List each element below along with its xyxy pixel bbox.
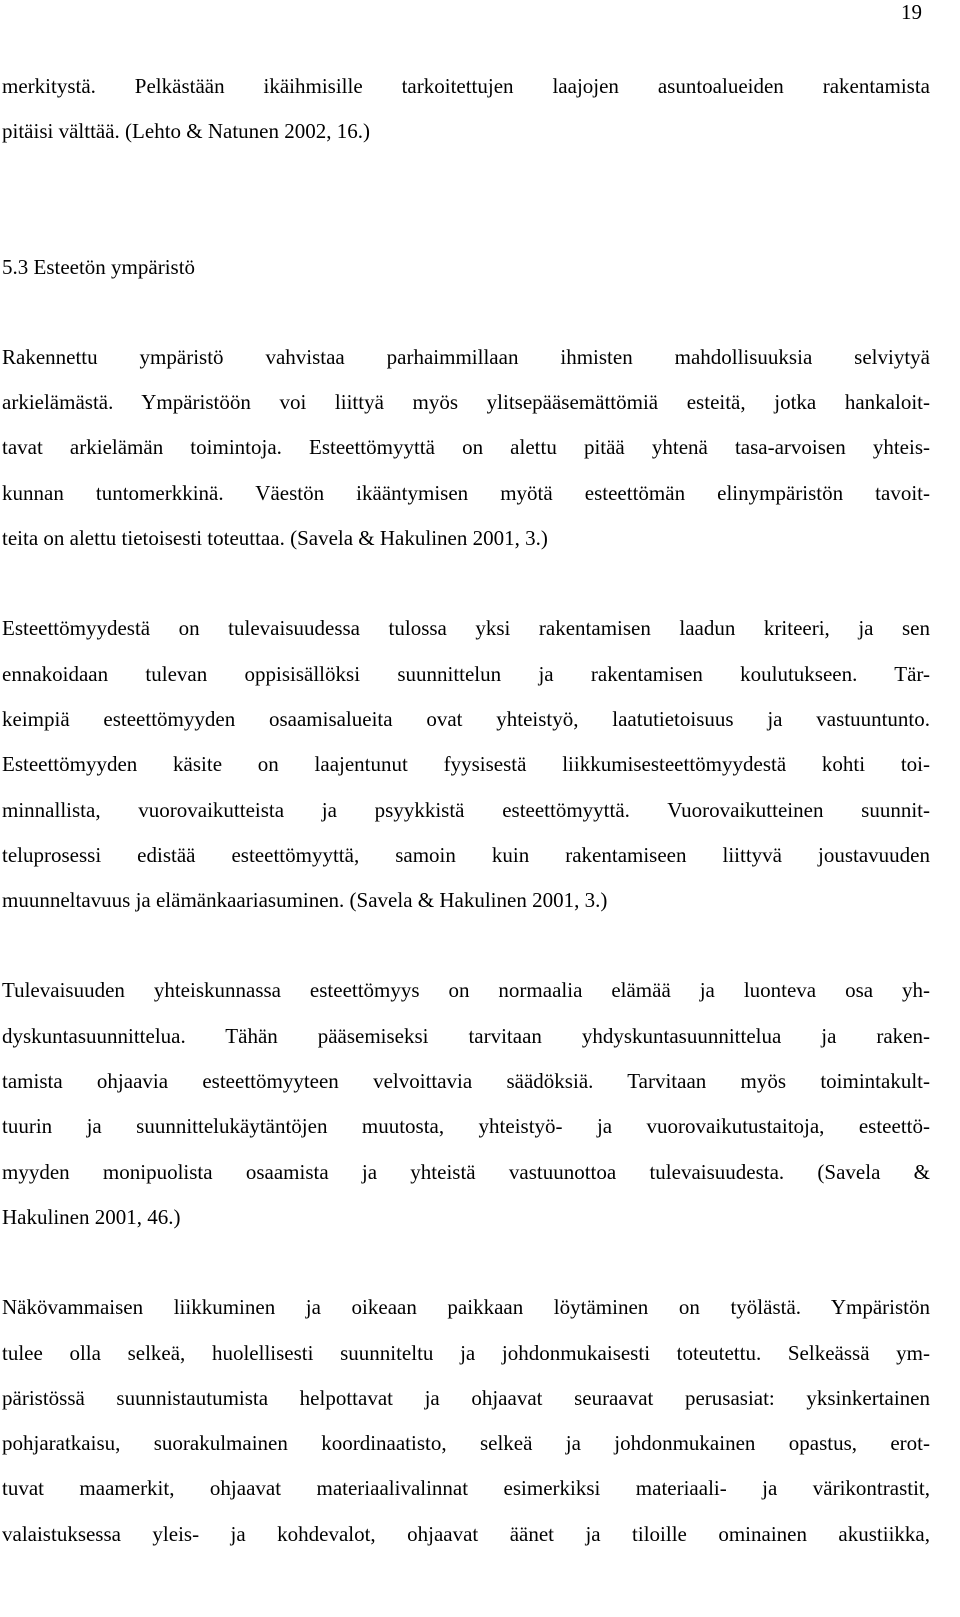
text-line: Hakulinen 2001, 46.) (2, 1204, 181, 1229)
text-line: valaistuksessa yleis- ja kohdevalot, ohjaavat äänet ja tiloille ominainen akustiikka, (2, 1521, 930, 1546)
page-number: 19 (901, 0, 922, 24)
text-line: teluprosessi edistää esteettömyyttä, samoin kuin rakentamiseen liittyvä joustavuuden (2, 842, 930, 867)
text-line: tuvat maamerkit, ohjaavat materiaalivalinnat esimerkiksi materiaali- ja värikontrastit, (2, 1476, 930, 1501)
section-heading: 5.3 Esteetön ympäristö (2, 254, 196, 279)
paragraph-1 (2, 335, 930, 561)
text-line: Tulevaisuuden yhteiskunnassa esteettömyys on normaalia elämää ja luonteva osa yh- (2, 978, 930, 1003)
text-line: arkielämästä. Ympäristöön voi liittyä myös ylitsepääsemättömiä esteitä, jotka hankaloit- (2, 390, 930, 415)
text-line: ennakoidaan tulevan oppisisällöksi suunnittelun ja rakentamisen koulutukseen. Tär- (2, 661, 930, 686)
text-line: pohjaratkaisu, suorakulmainen koordinaatisto, selkeä ja johdonmukainen opastus, erot- (2, 1431, 930, 1456)
text-line: päristössä suunnistautumista helpottavat ja ohjaavat seuraavat perusasiat: yksinkertainen (2, 1385, 930, 1410)
text-line: Näkövammaisen liikkuminen ja oikeaan paikkaan löytäminen on työlästä. Ympäristön (2, 1295, 930, 1320)
text-line: tamista ohjaavia esteettömyyteen velvoittavia säädöksiä. Tarvitaan myös toimintakult- (2, 1069, 930, 1094)
text-line: muunneltavuus ja elämänkaariasuminen. (Savela & Hakulinen 2001, 3.) (2, 888, 608, 913)
text-line: kunnan tuntomerkkinä. Väestön ikääntymisen myötä esteettömän elinympäristön tavoit- (2, 480, 930, 505)
text-line: Rakennettu ympäristö vahvistaa parhaimmillaan ihmisten mahdollisuuksia selviytyä (2, 344, 930, 369)
text-line: tavat arkielämän toimintoja. Esteettömyyttä on alettu pitää yhtenä tasa-arvoisen yhteis- (2, 435, 930, 460)
text-line: teita on alettu tietoisesti toteuttaa. (Savela & Hakulinen 2001, 3.) (2, 526, 548, 551)
text-line: Esteettömyydestä on tulevaisuudessa tulossa yksi rakentamisen laadun kriteeri, ja sen (2, 616, 930, 641)
text-line: keimpiä esteettömyyden osaamisalueita ovat yhteistyö, laatutietoisuus ja vastuuntunto. (2, 706, 930, 731)
text-line: myyden monipuolista osaamista ja yhteistä vastuunottoa tulevaisuudesta. (Savela & (2, 1159, 930, 1184)
paragraph-3 (2, 968, 930, 1240)
text-line: merkitystä. Pelkästään ikäihmisille tarkoitettujen laajojen asuntoalueiden rakentamista (2, 74, 930, 98)
text-line: Esteettömyyden käsite on laajentunut fyysisestä liikkumisesteettömyydestä kohti toi- (2, 752, 930, 777)
text-line: minnallista, vuorovaikutteista ja psyykkistä esteettömyyttä. Vuorovaikutteinen suunnit- (2, 797, 930, 822)
text-line: dyskuntasuunnittelua. Tähän pääsemiseksi tarvitaan yhdyskuntasuunnittelua ja raken- (2, 1023, 930, 1048)
paragraph-4 (2, 1285, 930, 1557)
intro-paragraph (2, 64, 930, 155)
text-line: pitäisi välttää. (Lehto & Natunen 2002, 16.) (2, 119, 370, 144)
paragraph-2 (2, 606, 930, 923)
text-line: tuurin ja suunnittelukäytäntöjen muutosta, yhteistyö- ja vuorovaikutustaitoja, esteettö- (2, 1114, 930, 1139)
document-body (2, 64, 930, 1557)
text-line: tulee olla selkeä, huolellisesti suunniteltu ja johdonmukaisesti toteutettu. Selkeässä ym- (2, 1340, 930, 1365)
